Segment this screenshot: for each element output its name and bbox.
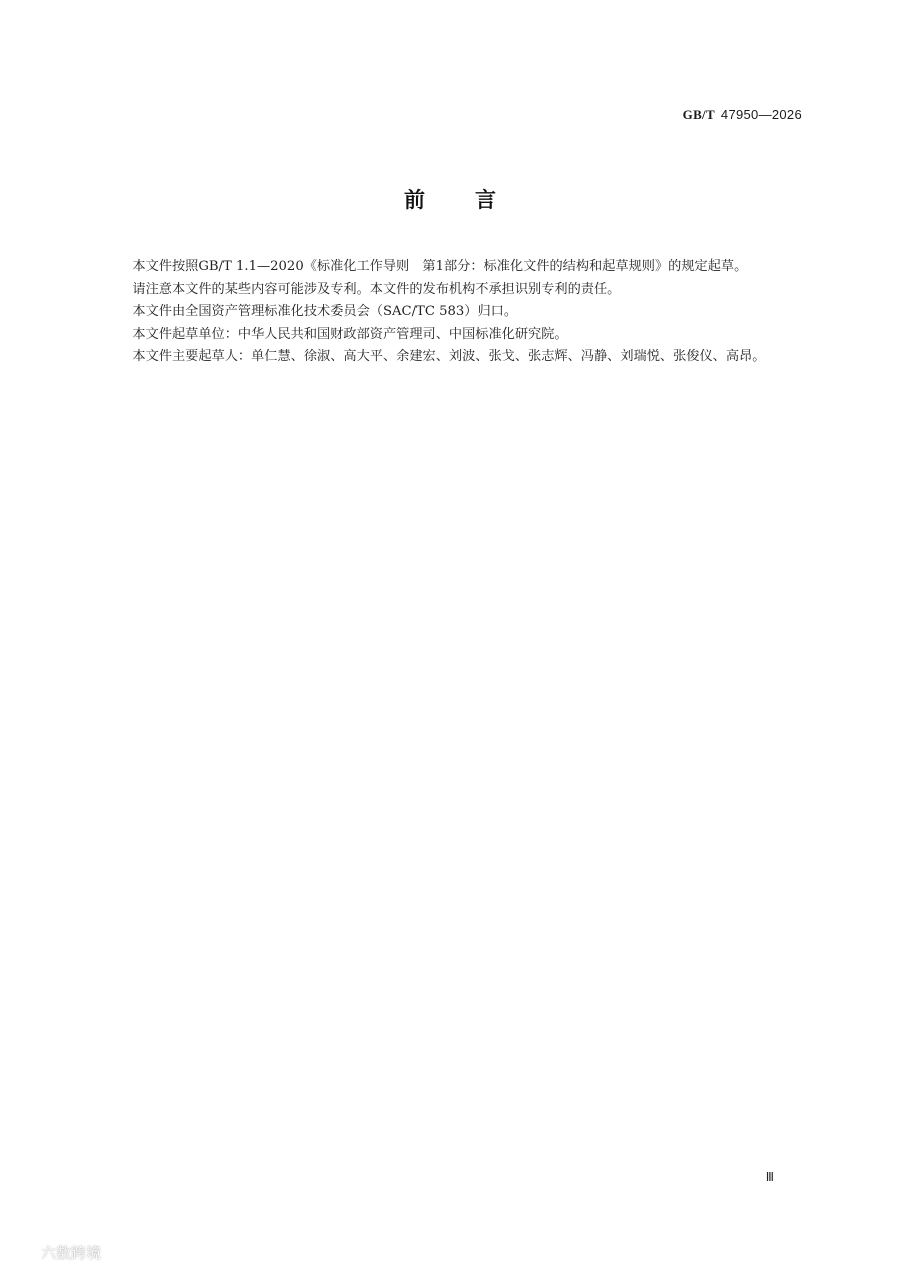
paragraph-committee: 本文件由全国资产管理标准化技术委员会（SAC/TC 583）归口。 xyxy=(132,304,518,319)
watermark xyxy=(10,1242,101,1263)
standard-code: GB/T xyxy=(682,107,715,122)
paragraph-drafters: 本文件主要起草人：单仁慧、徐淑、高大平、余建宏、刘波、张戈、张志辉、冯静、刘瑞悦、张俊仪、高昂。 xyxy=(132,349,766,364)
watermark-text: 六数跨境 xyxy=(41,1244,102,1262)
paragraph-drafting-rules: 本文件按照GB/T 1.1—2020《标准化工作导则 第1部分：标准化文件的结构和起草规则》的规定起草。 xyxy=(132,259,748,274)
foreword-body xyxy=(106,256,802,369)
page-number: Ⅲ xyxy=(765,1170,774,1184)
wechat-logo-icon xyxy=(10,1244,36,1262)
standard-number xyxy=(683,107,802,123)
page-title: 前言 xyxy=(404,188,546,212)
paragraph-drafting-units: 本文件起草单位：中华人民共和国财政部资产管理司、中国标准化研究院。 xyxy=(132,326,568,342)
standard-number-value: 47950—2026 xyxy=(720,107,802,122)
paragraph-patent-notice: 请注意本文件的某些内容可能涉及专利。本文件的发布机构不承担识别专利的责任。 xyxy=(132,281,621,297)
